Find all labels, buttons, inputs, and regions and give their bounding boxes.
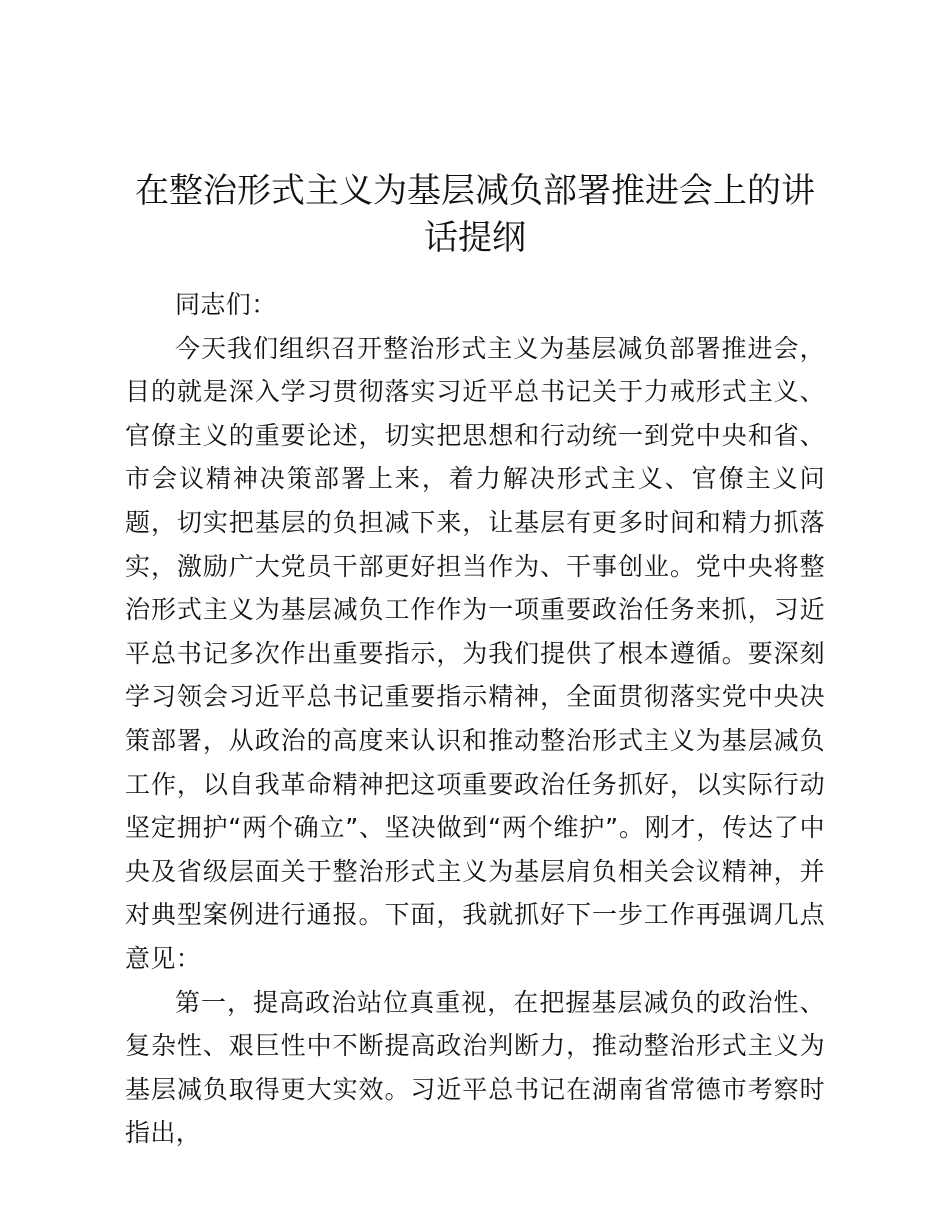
- point-one-paragraph: 第一，提高政治站位真重视，在把握基层减负的政治性、复杂性、艰巨性中不断提高政治判断力，推动整治形式主义为基层减负取得更大实效。习近平总书记在湖南省常德市考察时指出，: [125, 987, 825, 1148]
- salutation-paragraph: 同志们：: [175, 290, 277, 319]
- intro-paragraph: 今天我们组织召开整治形式主义为基层减负部署推进会，目的就是深入学习贯彻落实习近平总书记关于力戒形式主义、官僚主义的重要论述，切实把思想和行动统一到党中央和省、市会议精神决策部署上来，着力解决形式主义、官僚主义问题，切实把基层的负担减下来，让基层有更多时间和精力抓落实，激励广大党员干部更好担当作为、干事创业。党中央将整治形式主义为基层减负工作作为一项重要政治任务来抓，习近平总书记多次作出重要指示，为我们提供了根本遵循。要深刻学习领会习近平总书记重要指示精神，全面贯彻落实党中央决策部署，从政治的高度来认识和推动整治形式主义为基层减负工作，以自我革命精神把这项重要政治任务抓好，以实际行动坚定拥护“两个确立”、坚决做到“两个维护”。刚才，传达了中央及省级层面关于整治形式主义为基层肩负相关会议精神，并对典型案例进行通报。下面，我就抓好下一步工作再强调几点意见：: [125, 333, 825, 973]
- document-body: [125, 283, 825, 1155]
- document-title: 在整治形式主义为基层减负部署推进会上的讲话提纲: [135, 171, 815, 258]
